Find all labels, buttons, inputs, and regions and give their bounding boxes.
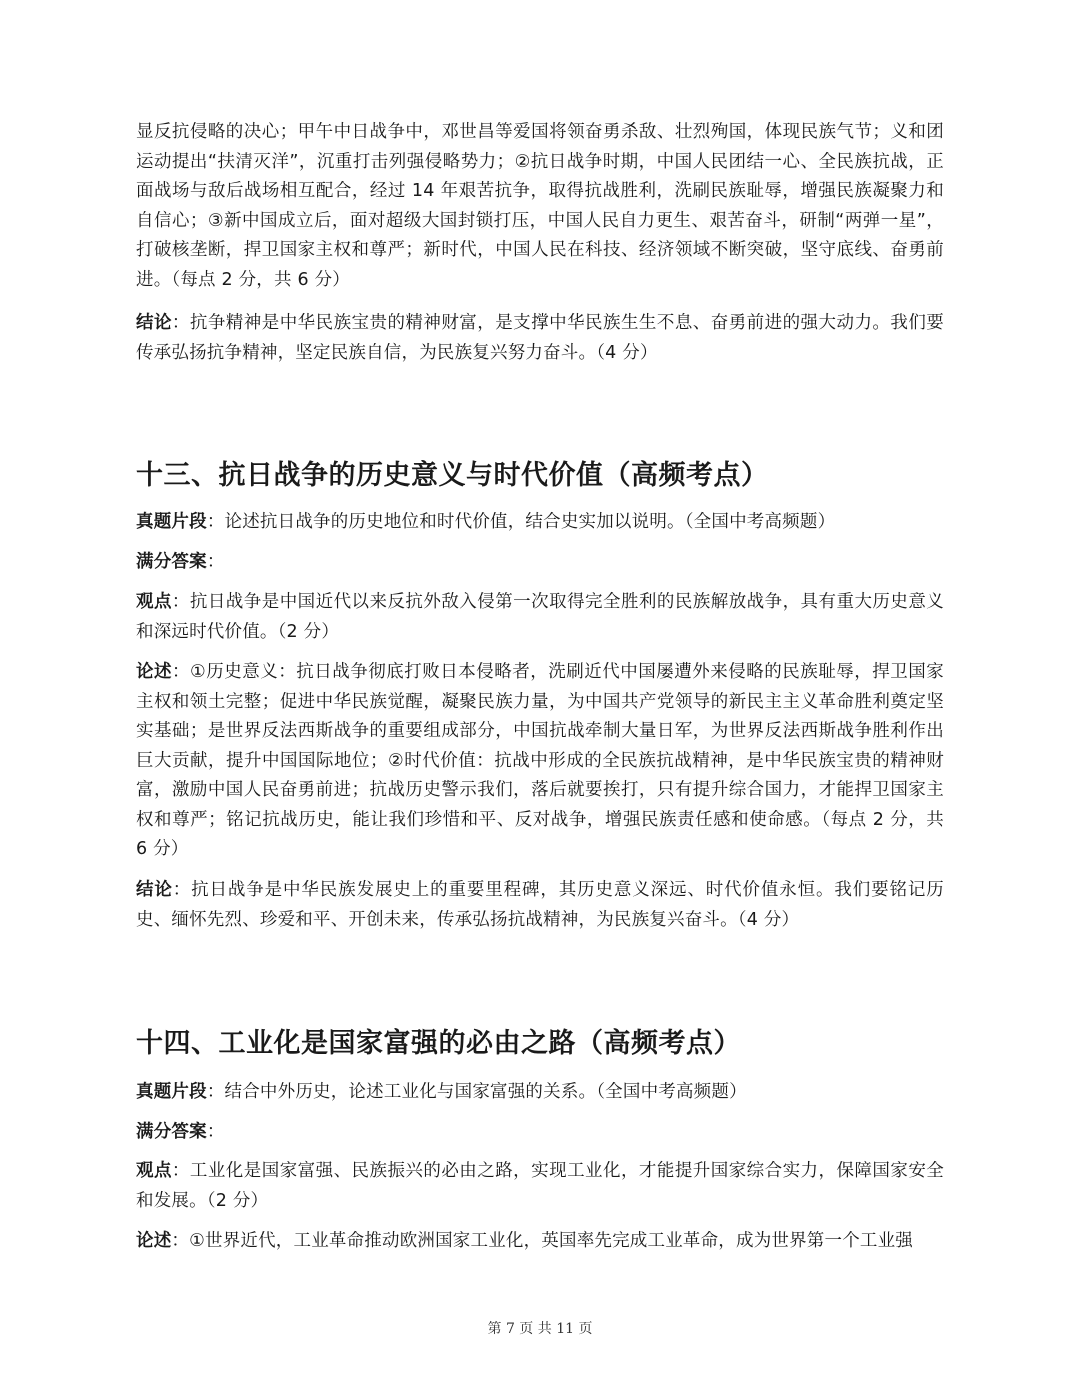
s13-answer-label-paragraph (136, 548, 944, 578)
label-colon: ： (171, 592, 190, 612)
section-13-title: 十三、抗日战争的历史意义与时代价值（高频考点） (136, 460, 769, 491)
s14-argument-paragraph (136, 1227, 944, 1257)
viewpoint-label: 观点 (136, 592, 172, 612)
viewpoint-label: 观点 (136, 1161, 172, 1181)
label-colon: ： (206, 512, 225, 532)
s13-viewpoint-paragraph (136, 588, 944, 647)
label-colon: ： (206, 552, 225, 572)
conclusion-text: 抗日战争是中华民族发展史上的重要里程碑，其历史意义深远、时代价值永恒。我们要铭记历史、缅怀先烈、珍爱和平、开创未来，传承弘扬抗战精神，为民族复兴奋斗。（4 分） (136, 880, 945, 930)
argument-label: 论述 (136, 662, 173, 682)
question-text: 结合中外历史，论述工业化与国家富强的关系。（全国中考高频题） (224, 1082, 747, 1102)
label-colon: ： (172, 662, 191, 682)
argument-text: ①世界近代，工业革命推动欧洲国家工业化，英国率先完成工业革命，成为世界第一个工业强 (189, 1231, 913, 1251)
label-colon: ： (206, 1122, 225, 1142)
answer-label: 满分答案 (136, 552, 207, 572)
page-footer: 第 7 页 共 11 页 (487, 1321, 593, 1337)
conclusion-text: 抗争精神是中华民族宝贵的精神财富，是支撑中华民族生生不息、奋勇前进的强大动力。我们要传承弘扬抗争精神，坚定民族自信，为民族复兴努力奋斗。（4 分） (136, 313, 944, 363)
label-colon: ： (171, 313, 190, 333)
prev-conclusion-paragraph (136, 309, 944, 368)
continuation-paragraph (136, 118, 944, 295)
conclusion-label: 结论 (136, 880, 173, 900)
viewpoint-text: 工业化是国家富强、民族振兴的必由之路，实现工业化，才能提升国家综合实力，保障国家安全和发展。（2 分） (136, 1161, 944, 1211)
s14-question-paragraph (136, 1078, 944, 1108)
s13-question-paragraph (136, 508, 944, 538)
viewpoint-text: 抗日战争是中国近代以来反抗外敌入侵第一次取得完全胜利的民族解放战争，具有重大历史意义和深远时代价值。（2 分） (136, 592, 944, 642)
label-colon: ： (171, 1161, 190, 1181)
answer-label: 满分答案 (136, 1122, 207, 1142)
question-text: 论述抗日战争的历史地位和时代价值，结合史实加以说明。（全国中考高频题） (224, 512, 836, 532)
section-14-title: 十四、工业化是国家富强的必由之路（高频考点） (136, 1028, 741, 1059)
question-label: 真题片段 (136, 512, 207, 532)
label-colon: ： (171, 1231, 190, 1251)
argument-text: ①历史意义：抗日战争彻底打败日本侵略者，洗刷近代中国屡遭外来侵略的民族耻辱，捍卫国家主权和领土完整；促进中华民族觉醒，凝聚民族力量，为中国共产党领导的新民主主义革命胜利奠定坚实基础；是世界反法西斯战争的重要组成部分，中国抗战牵制大量日军，为世界反法西斯战争胜利作出巨大贡献，提升中国国际地位；②时代价值：抗战中形成的全民族抗战精神，是中华民族宝贵的精神财富，激励中国人民奋勇前进；抗战历史警示我们，落后就要挨打，只有提升综合国力，才能捍卫国家主权和尊严；铭记抗战历史，能让我们珍惜和平、反对战争，增强民族责任感和使命感。（每点 2 分，共 6 分） (136, 662, 945, 859)
s14-answer-label-paragraph (136, 1118, 944, 1148)
continuation-text: 显反抗侵略的决心；甲午中日战争中，邓世昌等爱国将领奋勇杀敌、壮烈殉国，体现民族气节；义和团运动提出“扶清灭洋”，沉重打击列强侵略势力；②抗日战争时期，中国人民团结一心、全民族抗战，正面战场与敌后战场相互配合，经过 14 年艰苦抗争，取得抗战胜利，洗刷民族耻辱，增强民族凝聚力和自信心；③新中国成立后，面对超级大国封锁打压，中国人民自力更生、艰苦奋斗，研制“两弹一星”，打破核垄断，捍卫国家主权和尊严；新时代，中国人民在科技、经济领域不断突破，坚守底线、奋勇前进。（每点 2 分，共 6 分） (136, 122, 944, 290)
s14-viewpoint-paragraph (136, 1157, 944, 1216)
question-label: 真题片段 (136, 1082, 207, 1102)
label-colon: ： (172, 880, 192, 900)
s13-conclusion-paragraph (136, 876, 944, 935)
label-colon: ： (206, 1082, 225, 1102)
s13-argument-paragraph (136, 658, 944, 865)
argument-label: 论述 (136, 1231, 172, 1251)
conclusion-label: 结论 (136, 313, 172, 333)
